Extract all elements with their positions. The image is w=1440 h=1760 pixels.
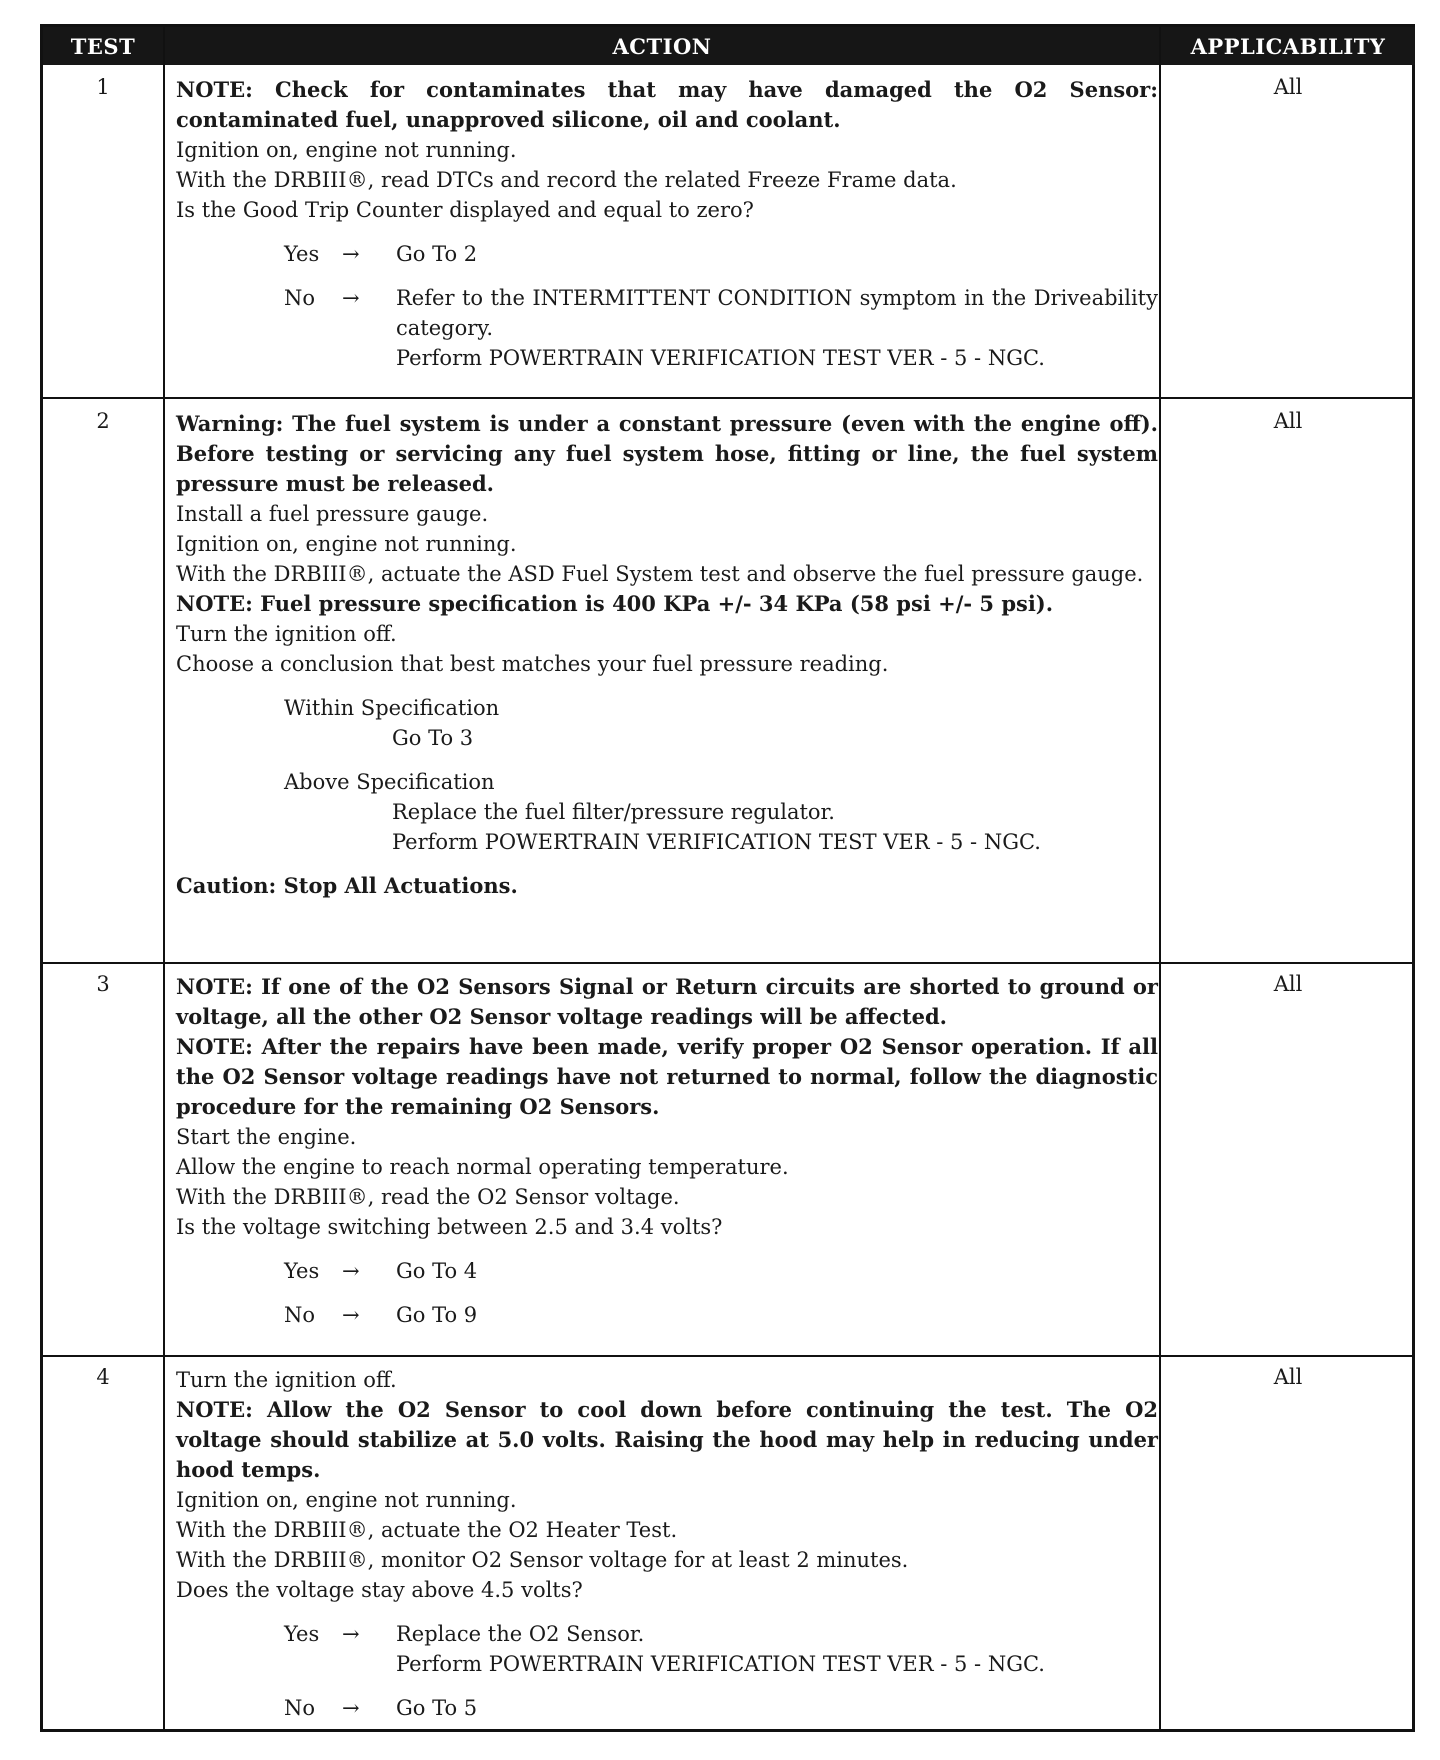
option-result-line: Perform POWERTRAIN VERIFICATION TEST VER - 5 - NGC. [396, 1652, 1045, 1676]
test-number: 2 [96, 409, 110, 433]
option-key: Yes [284, 1259, 320, 1283]
question: Does the voltage stay above 4.5 volts? [176, 1578, 583, 1602]
arrow-icon: → [342, 1259, 360, 1283]
step: Install a fuel pressure gauge. [176, 502, 489, 526]
option-key: Yes [284, 1622, 320, 1646]
header-applicability: APPLICABILITY [1161, 27, 1415, 65]
step: With the DRBIII®, read the O2 Sensor voltage. [176, 1185, 680, 1209]
option-no [176, 1693, 1158, 1723]
option-result [396, 1619, 1158, 1679]
header-action: ACTION [163, 27, 1161, 65]
diagnostic-table [40, 24, 1415, 1732]
test-number: 3 [96, 972, 110, 996]
divider [43, 397, 1412, 399]
conclusion-result: Replace the fuel filter/pressure regulator. [392, 800, 835, 824]
step: With the DRBIII®, actuate the O2 Heater Test. [176, 1518, 678, 1542]
conclusion-title: Above Specification [284, 770, 495, 794]
note: NOTE: After the repairs have been made, verify proper O2 Sensor operation. If all the O2 Sensor voltage readings have not returned to normal, follow the diagnostic procedure for the remaining O2 Sensors. [176, 1034, 1158, 1119]
option-result-line: Replace the O2 Sensor. [396, 1622, 645, 1646]
divider [43, 1355, 1412, 1357]
question: Is the voltage switching between 2.5 and 3.4 volts? [176, 1215, 723, 1239]
conclusion-result: Perform POWERTRAIN VERIFICATION TEST VER - 5 - NGC. [392, 830, 1041, 854]
conclusion-within [176, 693, 1158, 753]
warning: Warning: The fuel system is under a constant pressure (even with the engine off). Before testing or servicing any fuel system hose, fitting or line, the fuel system pressure must be released. [176, 411, 1158, 496]
option-result: Go To 2 [396, 242, 478, 266]
test-3-action [176, 972, 1158, 1330]
arrow-icon: → [342, 242, 360, 266]
option-yes [176, 1619, 1158, 1679]
test-4-action [176, 1365, 1158, 1723]
arrow-icon: → [342, 1622, 360, 1646]
step: Ignition on, engine not running. [176, 1488, 517, 1512]
note: NOTE: Allow the O2 Sensor to cool down before continuing the test. The O2 voltage should stabilize at 5.0 volts. Raising the hood may help in reducing under hood temps. [176, 1397, 1158, 1482]
conclusion-title: Within Specification [284, 696, 500, 720]
option-result: Go To 4 [396, 1259, 478, 1283]
step: Start the engine. [176, 1125, 357, 1149]
arrow-icon: → [342, 1303, 360, 1327]
step: With the DRBIII®, monitor O2 Sensor voltage for at least 2 minutes. [176, 1548, 909, 1572]
option-result [396, 283, 1158, 373]
step: Allow the engine to reach normal operating temperature. [176, 1155, 789, 1179]
conclusion-result: Go To 3 [392, 726, 474, 750]
applicability: All [1273, 409, 1303, 433]
arrow-icon: → [342, 1696, 360, 1720]
option-key: Yes [284, 242, 320, 266]
option-result-line: Refer to the INTERMITTENT CONDITION symptom in the Driveability category. [396, 286, 1158, 340]
header-test: TEST [43, 27, 163, 65]
option-key: No [284, 1303, 316, 1327]
option-key: No [284, 286, 316, 310]
divider [163, 27, 165, 1729]
option-no [176, 283, 1158, 373]
caution: Caution: Stop All Actuations. [176, 873, 518, 898]
step: Ignition on, engine not running. [176, 532, 517, 556]
option-yes [176, 239, 1158, 269]
conclusion-above [176, 767, 1158, 857]
divider [43, 962, 1412, 964]
step: With the DRBIII®, read DTCs and record the related Freeze Frame data. [176, 168, 957, 192]
test-number: 4 [96, 1365, 110, 1389]
option-result: Go To 9 [396, 1303, 478, 1327]
test-number: 1 [96, 75, 110, 99]
option-key: No [284, 1696, 316, 1720]
test-2-action [176, 409, 1158, 901]
applicability: All [1273, 75, 1303, 99]
note: NOTE: Fuel pressure specification is 400 KPa +/- 34 KPa (58 psi +/- 5 psi). [176, 591, 1054, 616]
test-1-action [176, 75, 1158, 373]
option-result-line: Perform POWERTRAIN VERIFICATION TEST VER - 5 - NGC. [396, 346, 1045, 370]
divider [1159, 27, 1161, 1729]
step: Ignition on, engine not running. [176, 138, 517, 162]
option-no [176, 1300, 1158, 1330]
note: NOTE: Check for contaminates that may have damaged the O2 Sensor: contaminated fuel, unapproved silicone, oil and coolant. [176, 77, 1158, 132]
step: Turn the ignition off. [176, 1368, 397, 1392]
arrow-icon: → [342, 286, 360, 310]
question: Is the Good Trip Counter displayed and equal to zero? [176, 198, 754, 222]
step: With the DRBIII®, actuate the ASD Fuel System test and observe the fuel pressure gauge. [176, 562, 1144, 586]
applicability: All [1273, 1365, 1303, 1389]
question: Choose a conclusion that best matches your fuel pressure reading. [176, 652, 889, 676]
option-result: Go To 5 [396, 1696, 478, 1720]
note: NOTE: If one of the O2 Sensors Signal or Return circuits are shorted to ground or voltage, all the other O2 Sensor voltage readings will be affected. [176, 974, 1158, 1029]
applicability: All [1273, 972, 1303, 996]
step: Turn the ignition off. [176, 622, 397, 646]
option-yes [176, 1256, 1158, 1286]
